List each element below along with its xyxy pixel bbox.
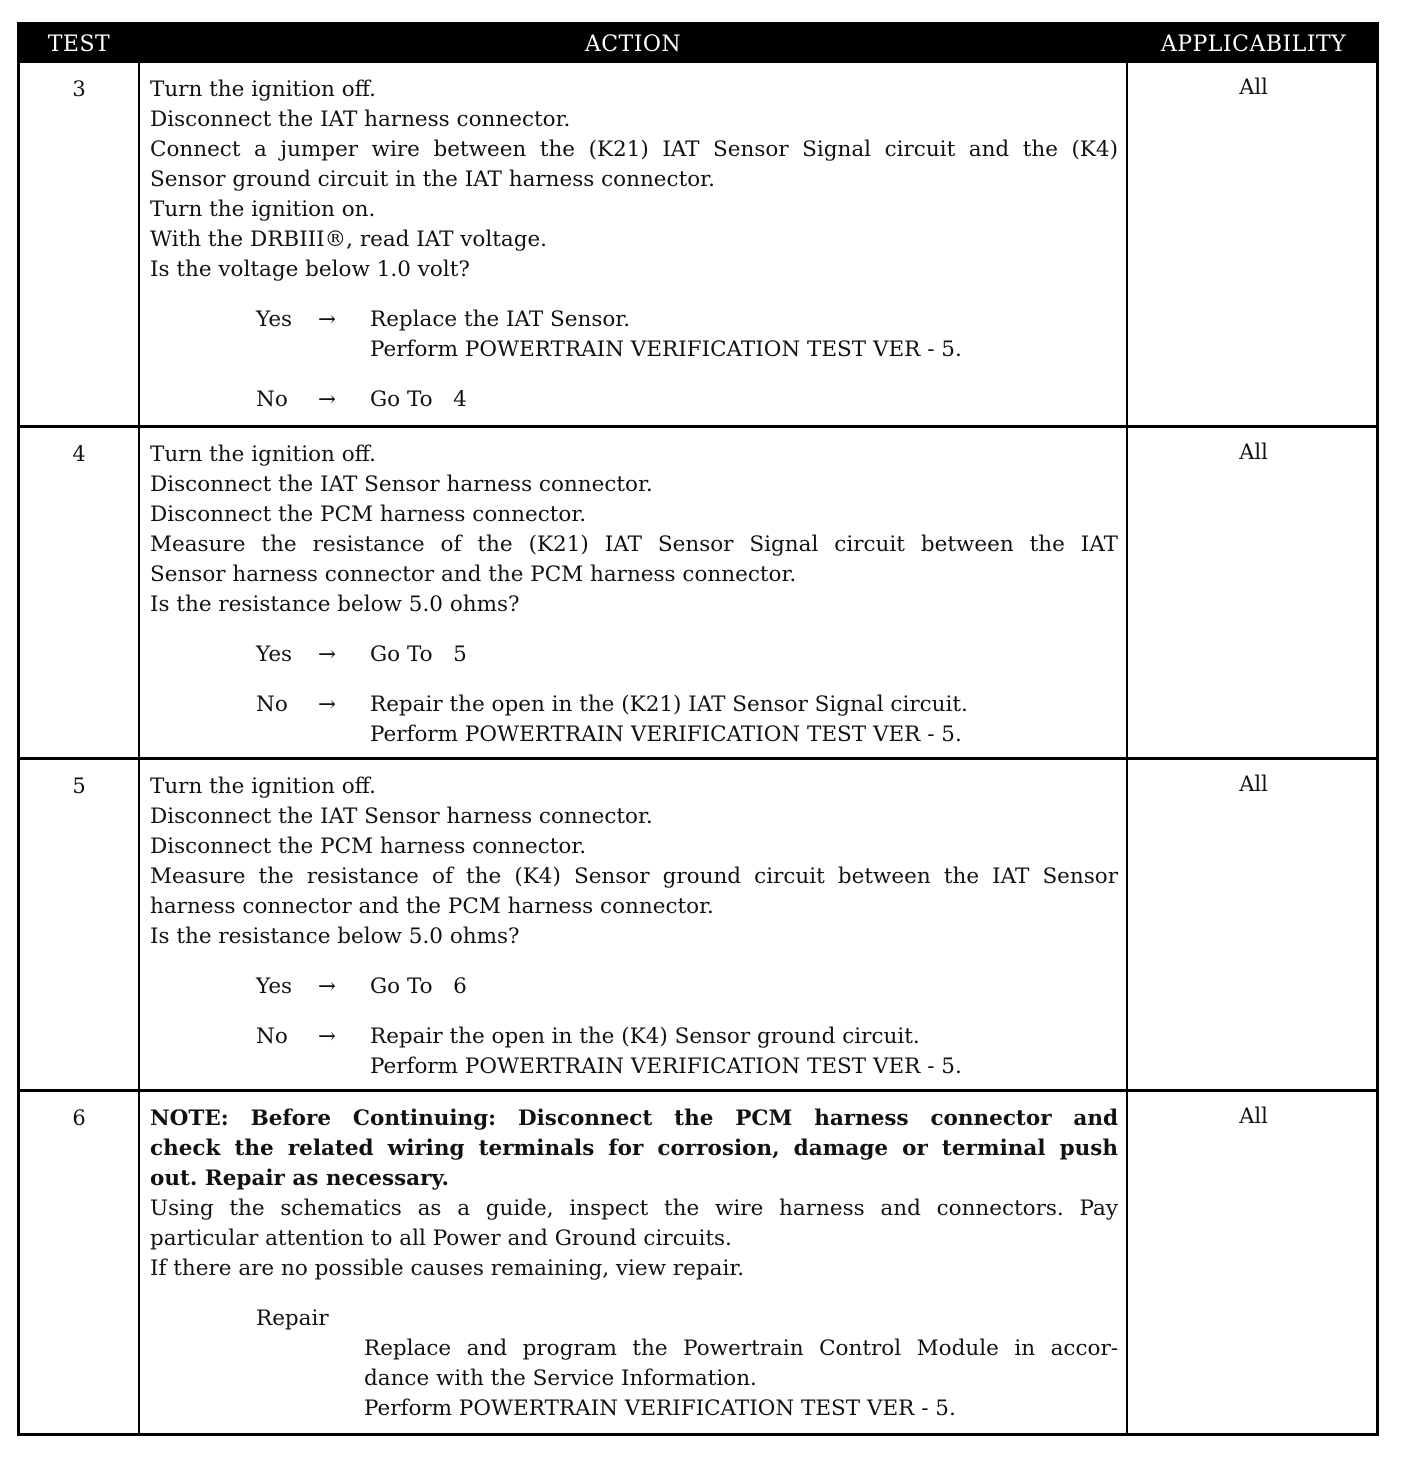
action-line: Turn the ignition off. — [150, 774, 376, 799]
test-number: 4 — [72, 442, 86, 466]
action-line: Disconnect the IAT Sensor harness connector. — [150, 472, 653, 497]
arrow-icon: → — [318, 974, 337, 999]
action-line: Turn the ignition off. — [150, 77, 376, 102]
yes-label: Yes — [256, 642, 293, 667]
action-cell — [150, 440, 1118, 750]
arrow-icon: → — [318, 387, 337, 412]
action-line: Is the resistance below 5.0 ohms? — [150, 592, 520, 617]
yes-response — [150, 972, 1118, 1002]
arrow-icon: → — [318, 1024, 337, 1049]
no-text: Repair the open in the (K4) Sensor ground circuit. — [370, 1024, 920, 1049]
applicability: All — [1239, 75, 1268, 99]
action-line: Measure the resistance of the (K21) IAT Sensor Signal circuit between the IAT — [150, 532, 1118, 557]
yes-label: Yes — [256, 307, 293, 332]
table-row — [20, 1092, 1376, 1432]
no-label: No — [256, 1024, 288, 1049]
yes-text: Replace the IAT Sensor. — [370, 307, 631, 332]
arrow-icon: → — [318, 307, 337, 332]
action-line: With the DRBIII®, read IAT voltage. — [150, 227, 548, 252]
yes-text: Go To 6 — [370, 974, 467, 999]
action-line: Is the resistance below 5.0 ohms? — [150, 924, 520, 949]
action-line: Sensor harness connector and the PCM harness connector. — [150, 562, 797, 587]
no-text: Perform POWERTRAIN VERIFICATION TEST VER - 5. — [370, 1054, 962, 1079]
action-line: Turn the ignition off. — [150, 442, 376, 467]
yes-response — [150, 305, 1118, 365]
action-line: Disconnect the PCM harness connector. — [150, 502, 587, 527]
header-test: TEST — [47, 32, 111, 57]
note-line: out. Repair as necessary. — [150, 1166, 449, 1191]
table-row — [20, 760, 1376, 1090]
action-line: Disconnect the IAT Sensor harness connector. — [150, 804, 653, 829]
action-line: particular attention to all Power and Ground circuits. — [150, 1226, 732, 1251]
applicability: All — [1239, 1104, 1268, 1128]
no-response — [150, 1022, 1118, 1082]
table-header — [20, 25, 1376, 63]
no-label: No — [256, 387, 288, 412]
repair-line: Perform POWERTRAIN VERIFICATION TEST VER - 5. — [364, 1396, 956, 1421]
action-cell — [150, 772, 1118, 1082]
note-line: NOTE: Before Continuing: Disconnect the PCM harness connector and — [150, 1106, 1118, 1131]
action-line: Is the voltage below 1.0 volt? — [150, 257, 470, 282]
table-row — [20, 63, 1376, 426]
action-line: Connect a jumper wire between the (K21) IAT Sensor Signal circuit and the (K4) — [150, 137, 1118, 162]
yes-text: Perform POWERTRAIN VERIFICATION TEST VER - 5. — [370, 337, 962, 362]
applicability: All — [1239, 772, 1268, 796]
repair-line: Replace and program the Powertrain Control Module in accor- — [364, 1336, 1118, 1361]
no-text: Go To 4 — [370, 387, 467, 412]
repair-line: dance with the Service Information. — [364, 1366, 757, 1391]
applicability: All — [1239, 440, 1268, 464]
no-response — [150, 690, 1118, 750]
header-action: ACTION — [584, 32, 682, 57]
action-line: Measure the resistance of the (K4) Sensor ground circuit between the IAT Sensor — [150, 864, 1118, 889]
yes-label: Yes — [256, 974, 293, 999]
no-response — [150, 385, 1118, 415]
action-line: Sensor ground circuit in the IAT harness connector. — [150, 167, 715, 192]
no-label: No — [256, 692, 288, 717]
arrow-icon: → — [318, 692, 337, 717]
test-number: 3 — [72, 77, 86, 101]
no-text: Perform POWERTRAIN VERIFICATION TEST VER - 5. — [370, 722, 962, 747]
action-line: Using the schematics as a guide, inspect the wire harness and connectors. Pay — [150, 1196, 1118, 1221]
no-text: Repair the open in the (K21) IAT Sensor Signal circuit. — [370, 692, 968, 717]
arrow-icon: → — [318, 642, 337, 667]
yes-text: Go To 5 — [370, 642, 467, 667]
test-number: 5 — [72, 774, 86, 798]
action-line: Turn the ignition on. — [150, 197, 376, 222]
repair-label: Repair — [256, 1306, 329, 1331]
action-line: If there are no possible causes remaining, view repair. — [150, 1256, 745, 1281]
diagnostic-table — [17, 22, 1379, 1436]
test-number: 6 — [72, 1106, 86, 1130]
header-applicability: APPLICABILITY — [1160, 32, 1347, 57]
action-line: Disconnect the IAT harness connector. — [150, 107, 571, 132]
yes-response — [150, 640, 1118, 670]
action-cell — [150, 1104, 1118, 1424]
action-line: Disconnect the PCM harness connector. — [150, 834, 587, 859]
note-line: check the related wiring terminals for corrosion, damage or terminal push — [150, 1136, 1118, 1161]
action-cell — [150, 75, 1118, 415]
action-line: harness connector and the PCM harness connector. — [150, 894, 714, 919]
table-row — [20, 428, 1376, 758]
